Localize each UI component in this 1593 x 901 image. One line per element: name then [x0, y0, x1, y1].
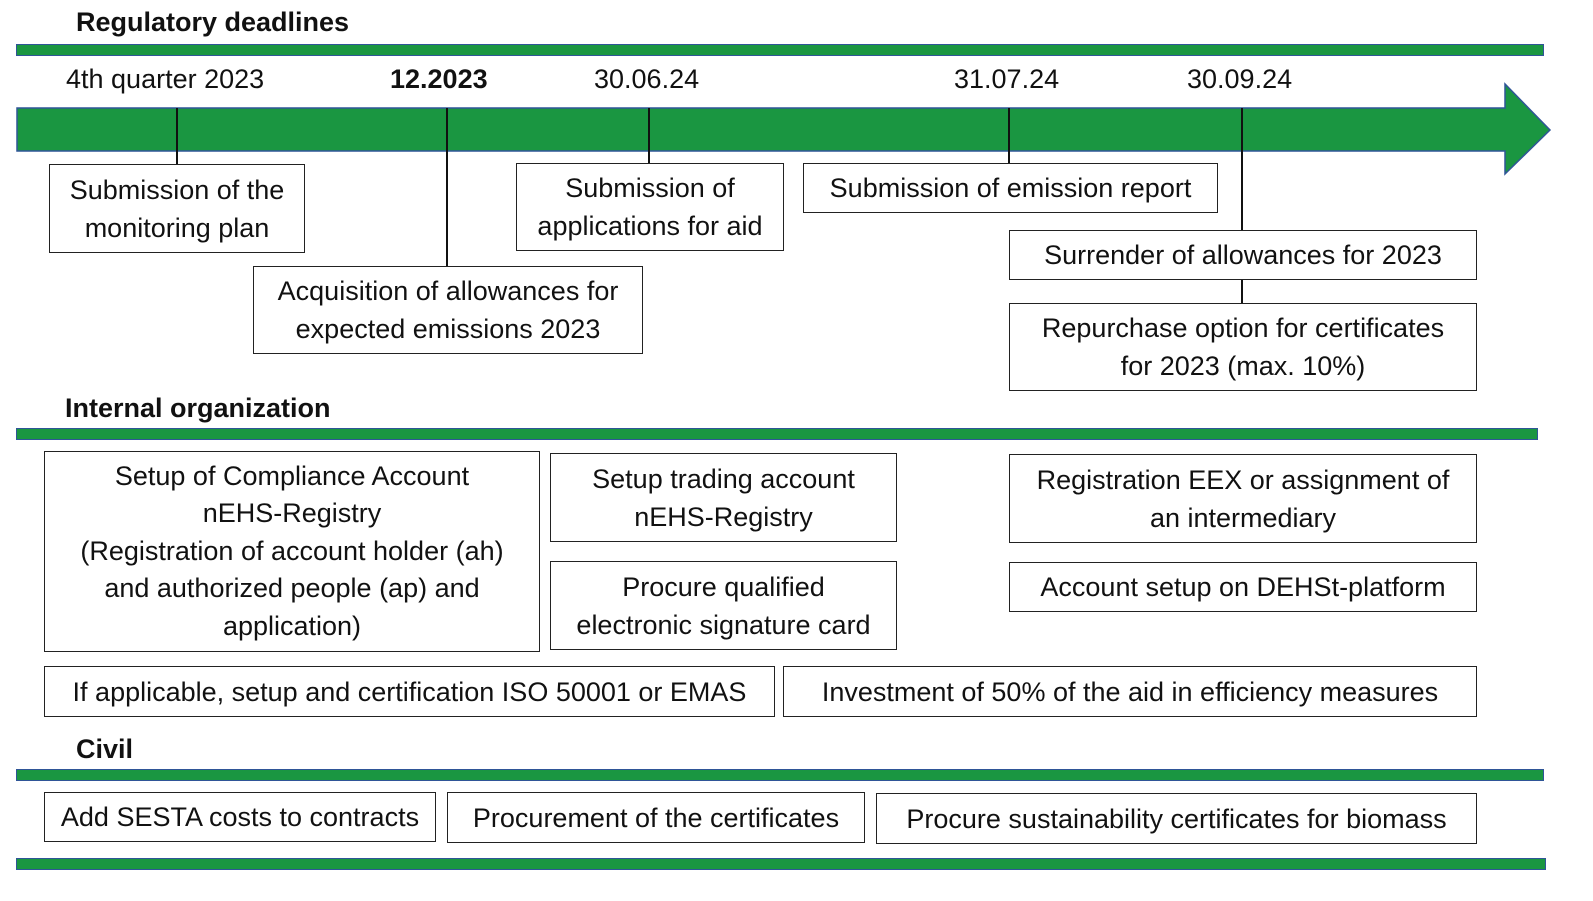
box-monitoring-plan: Submission of the monitoring plan [49, 164, 305, 253]
box-sustainability-certificates: Procure sustainability certificates for biomass [876, 793, 1477, 844]
box-applications-for-aid: Submission of applications for aid [516, 163, 784, 251]
timeline-tick [1241, 108, 1243, 230]
section-title-civil: Civil [76, 734, 134, 764]
section-divider [16, 858, 1546, 870]
box-surrender-allowances: Surrender of allowances for 2023 [1009, 230, 1477, 280]
section-divider [16, 428, 1538, 440]
section-divider [16, 769, 1544, 781]
box-procurement-certificates: Procurement of the certificates [447, 792, 865, 843]
box-repurchase-option: Repurchase option for certificates for 2023 (max. 10%) [1009, 303, 1477, 391]
timeline-tick [176, 108, 178, 164]
box-compliance-account: Setup of Compliance Account nEHS-Registry (Registration of account holder (ah) and authorized people (ap) and application) [44, 451, 540, 652]
box-trading-account: Setup trading account nEHS-Registry [550, 453, 897, 542]
timeline-tick [446, 108, 448, 267]
timeline-tick [1008, 108, 1010, 163]
section-title-regulatory: Regulatory deadlines [76, 7, 350, 37]
timeline-tick [648, 108, 650, 163]
box-dehst-platform: Account setup on DEHSt-platform [1009, 562, 1477, 612]
timeline-date: 30.09.24 [1187, 64, 1293, 94]
box-investment-efficiency: Investment of 50% of the aid in efficiency measures [783, 666, 1477, 717]
box-sesta-costs: Add SESTA costs to contracts [44, 792, 436, 842]
box-acquisition-allowances: Acquisition of allowances for expected emissions 2023 [253, 266, 643, 354]
timeline-tick [1241, 279, 1243, 303]
box-signature-card: Procure qualified electronic signature card [550, 561, 897, 650]
timeline-date: 4th quarter 2023 [66, 64, 265, 94]
timeline-date: 31.07.24 [954, 64, 1060, 94]
box-emission-report: Submission of emission report [803, 163, 1218, 213]
timeline-date: 12.2023 [390, 64, 488, 94]
timeline-date: 30.06.24 [594, 64, 700, 94]
section-title-internal: Internal organization [65, 393, 331, 423]
box-iso-certification: If applicable, setup and certification ISO 50001 or EMAS [44, 666, 775, 717]
box-registration-eex: Registration EEX or assignment of an intermediary [1009, 454, 1477, 543]
